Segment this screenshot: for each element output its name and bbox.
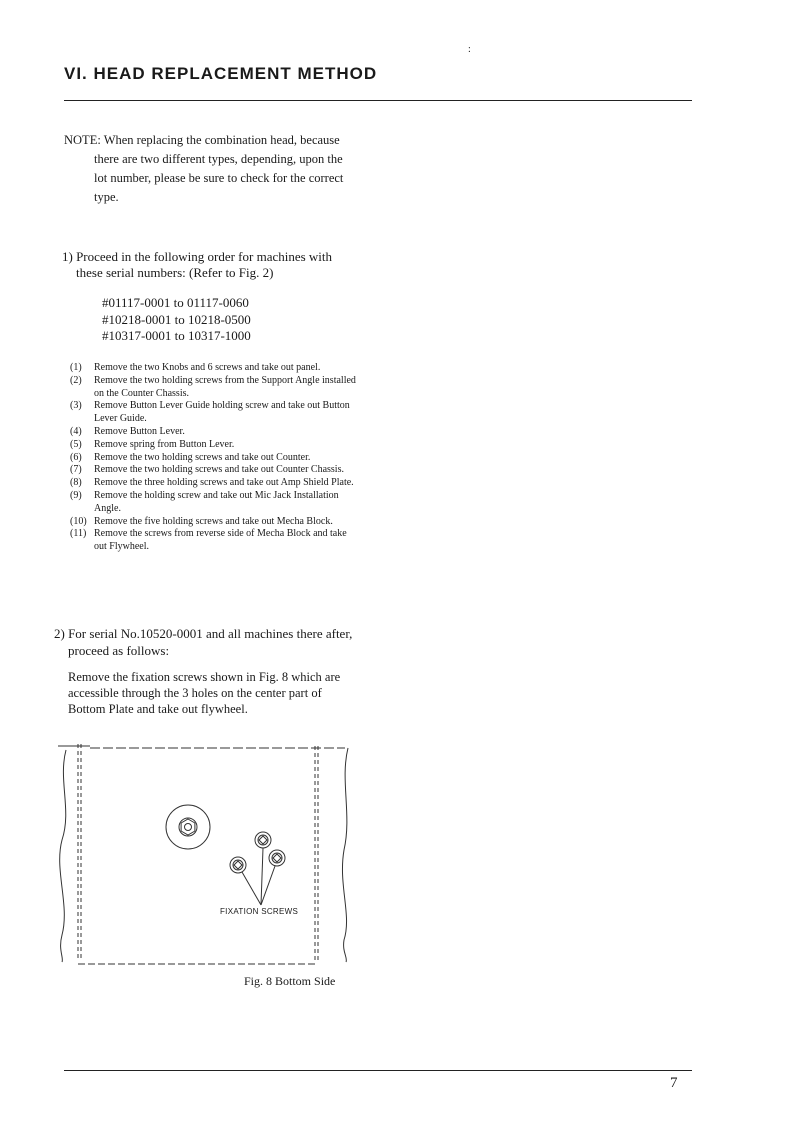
step-item (70, 464, 360, 477)
step-number: (9) (70, 489, 82, 501)
step-number: (3) (70, 400, 82, 412)
step-text: Remove the two Knobs and 6 screws and take out panel. (94, 362, 321, 373)
paragraph-line: accessible through the 3 holes on the center part of (68, 686, 322, 700)
step-number: (6) (70, 451, 82, 463)
section-1-line: 1) Proceed in the following order for machines with (62, 249, 333, 264)
step-text: Remove spring from Button Lever. (94, 438, 235, 450)
serial-range: #10317-0001 to 10317-1000 (102, 328, 251, 343)
step-number: (10) (70, 515, 87, 527)
fixation-screw-3-slot (234, 861, 242, 869)
step-text: Remove the three holding screws and take out Amp Shield Plate. (94, 477, 354, 489)
step-item (70, 400, 360, 426)
footer-rule (64, 1070, 692, 1071)
step-item (70, 362, 360, 375)
step-list (70, 362, 360, 554)
step-number: (1) (70, 362, 82, 373)
break-line-right (342, 748, 348, 962)
fixation-screw-1-slot (259, 836, 267, 844)
step-number: (8) (70, 477, 82, 489)
note-line: there are two different types, depending, upon the (94, 152, 343, 166)
step-number: (11) (70, 528, 87, 540)
step-item (70, 477, 360, 490)
step-item (70, 439, 360, 452)
step-item (70, 375, 360, 401)
note-line: lot number, please be sure to check for the correct (94, 171, 344, 185)
flywheel-hub (179, 818, 197, 836)
section-2-line: 2) For serial No.10520-0001 and all machines there after, (54, 626, 353, 641)
serial-range: #10218-0001 to 10218-0500 (102, 311, 251, 327)
leader-line-1 (261, 848, 263, 905)
section-heading: VI. HEAD REPLACEMENT METHOD (64, 64, 378, 83)
leader-line-3 (242, 872, 261, 905)
figure-caption: Fig. 8 Bottom Side (244, 974, 336, 988)
section-2-line: proceed as follows: (68, 643, 170, 658)
leader-line-2 (261, 866, 275, 905)
step-text: Remove Button Lever Guide holding screw and take out Button Lever Guide. (94, 400, 350, 425)
step-text: Remove the two holding screws from the Support Angle installed on the Counter Chassis. (94, 374, 356, 399)
step-item (70, 528, 360, 554)
step-text: Remove the two holding screws and take out Counter. (94, 451, 311, 463)
section-2-paragraph (68, 669, 358, 717)
note-line: type. (94, 190, 119, 204)
step-text: Remove Button Lever. (94, 425, 185, 437)
step-text: Remove the holding screw and take out Mic Jack Installation Angle. (94, 489, 339, 514)
heading-rule (64, 100, 692, 101)
hub-nut (181, 819, 195, 835)
section-1-intro (62, 249, 362, 281)
step-text: Remove the two holding screws and take out Counter Chassis. (94, 464, 344, 476)
note-block (64, 131, 364, 207)
break-line-left (60, 750, 66, 962)
step-text: Remove the screws from reverse side of Mecha Block and take out Flywheel. (94, 528, 347, 553)
serial-list (102, 295, 251, 345)
step-number: (2) (70, 374, 82, 386)
fixation-screw-2 (269, 850, 285, 866)
serial-range: #01117-0001 to 01117-0060 (102, 295, 249, 310)
flywheel-hole (166, 805, 210, 849)
step-item (70, 426, 360, 439)
note-line: NOTE: When replacing the combination head, because (64, 133, 340, 147)
fixation-screw-3 (230, 857, 246, 873)
step-text: Remove the five holding screws and take out Mecha Block. (94, 515, 333, 527)
step-number: (7) (70, 464, 82, 476)
step-number: (4) (70, 425, 82, 437)
fixation-screw-1 (255, 832, 271, 848)
step-item (70, 490, 360, 516)
stray-mark: : (468, 44, 471, 55)
paragraph-line: Bottom Plate and take out flywheel. (68, 702, 248, 716)
fixation-screws-label: FIXATION SCREWS (220, 907, 299, 916)
page-number: 7 (670, 1075, 678, 1091)
fixation-screw-2-slot (273, 854, 281, 862)
paragraph-line: Remove the fixation screws shown in Fig. 8 which are (68, 670, 341, 684)
step-item (70, 452, 360, 465)
step-item (70, 516, 360, 529)
hub-center (185, 824, 192, 831)
section-2-intro (54, 625, 364, 659)
step-number: (5) (70, 438, 82, 450)
bottom-side-figure (50, 740, 360, 970)
section-1-line: these serial numbers: (Refer to Fig. 2) (76, 265, 274, 280)
